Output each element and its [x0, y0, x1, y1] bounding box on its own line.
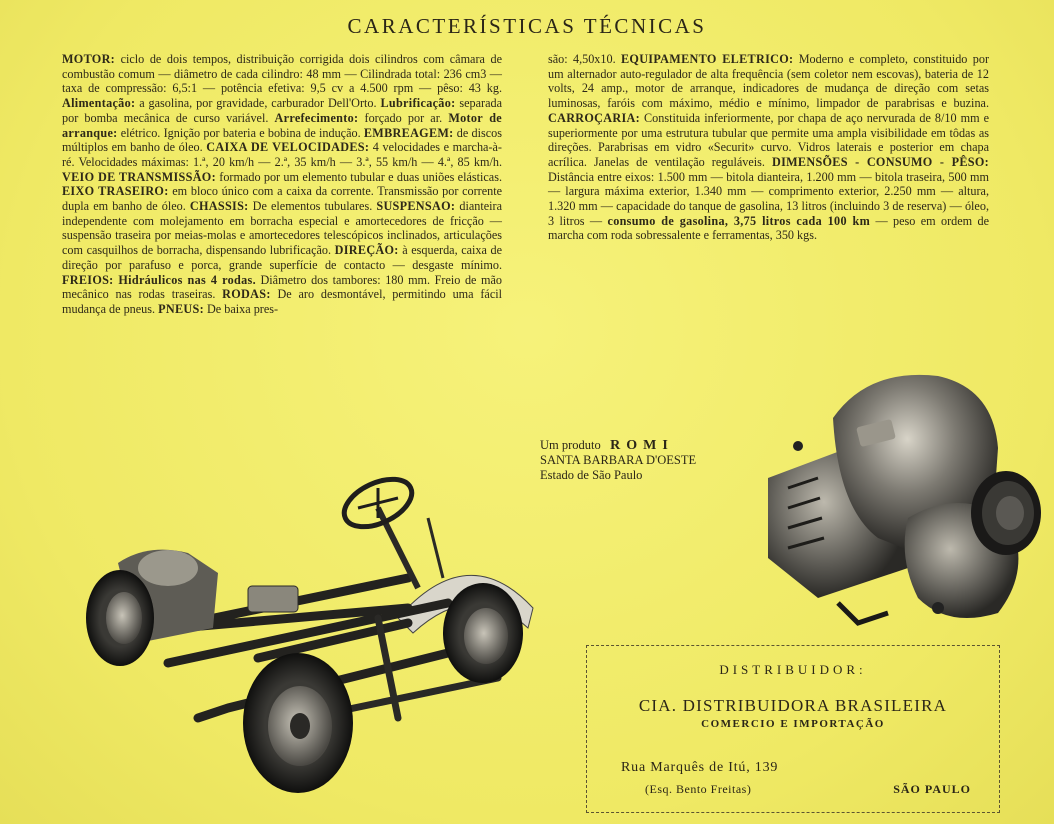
- distributor-reference: (Esq. Bento Freitas): [645, 782, 752, 796]
- page-title: CARACTERÍSTICAS TÉCNICAS: [347, 14, 707, 38]
- right-column-heading: EQUIPAMENTO ELETRICO:: [620, 52, 794, 66]
- producer-credit: [540, 438, 696, 483]
- right-column-text: — peso em ordem de marcha com roda sobressalente e ferramentas, 350 kgs.: [548, 213, 990, 243]
- distributor-subtitle: COMERCIO E IMPORTAÇÃO: [701, 718, 885, 730]
- left-column-text: formado por um elemento tubular e duas uniões elásticas.: [215, 169, 502, 184]
- left-column-heading: DIREÇÃO:: [334, 243, 399, 258]
- engine-photo: [758, 368, 1048, 628]
- distributor-box: [586, 645, 1000, 813]
- left-column-heading: CAIXA DE VELOCIDADES:: [206, 140, 370, 155]
- producer-state: Estado de São Paulo: [540, 468, 643, 482]
- left-column-text: Diâmetro dos tambores: 180 mm. Freio de mão mecânico nas rodas traseiras.: [62, 272, 502, 302]
- left-column-text: dianteira independente com molejamento em borracha especial e amortecedores de fricção — suspensão traseira por meias-molas e amortecedores telescópicos inclinados, articulações com casquilhos de borracha, dispensando lubrificação.: [62, 199, 502, 258]
- right-column-text: são: 4,50x10.: [548, 52, 621, 66]
- left-column-text: forçado por ar.: [358, 110, 449, 125]
- producer-city: SANTA BARBARA D'OESTE: [540, 453, 697, 467]
- right-column-heading: DIMENSÕES - CONSUMO - PÊSO:: [771, 154, 989, 169]
- left-column-heading: EIXO TRASEIRO:: [62, 184, 169, 199]
- left-column-heading: RODAS:: [222, 287, 271, 302]
- left-column-text: separada por bomba mecânica de curso variável.: [62, 96, 502, 125]
- left-column-text: elétrico. Ignição por bateria e bobina de indução.: [117, 125, 364, 140]
- left-column-heading: PNEUS:: [158, 301, 204, 316]
- left-column-heading: CHASSIS:: [189, 199, 249, 214]
- left-column-heading: VEIO DE TRANSMISSÃO:: [62, 169, 216, 184]
- technical-specs-right-column: [548, 52, 989, 243]
- distributor-address: Rua Marquês de Itú, 139: [621, 760, 779, 775]
- left-column-text: De baixa pres-: [203, 301, 279, 316]
- left-column-text: de discos múltiplos em banho de óleo.: [62, 125, 502, 155]
- left-column-heading: EMBREAGEM:: [363, 125, 454, 140]
- right-column-text: Distância entre eixos: 1.500 mm — bitola dianteira, 1.200 mm — bitola traseira, 500 mm — largura máxima exterior, 1.340 mm — comprimento exterior, 2.250 mm — altura, 1.320 mm — capacidade do tanque de gasolina, 13 litros (incluindo 3 de reserva) — óleo, 3 litros —: [548, 169, 989, 228]
- right-column-text: Constituida inferiormente, por chapa de aço nervurada de 8/10 mm e superiormente por uma estrutura tubular que permite uma ampla visibilidade em tôdas as direções. Parabrisas em vidro «Securit» curvo. Vidros laterais e posterior em chapa acrílica. Janelas de ventilação reguláveis.: [548, 110, 989, 169]
- left-column-heading: FREIOS: Hidráulicos nas 4 rodas.: [62, 272, 256, 287]
- left-column-text: à esquerda, caixa de direção por parafuso e porca, grande superfície de contacto — desgaste mínimo.: [62, 243, 503, 272]
- left-column-text: De aro desmontável, permitindo uma fácil mudança de pneus.: [62, 287, 502, 316]
- distributor-company: CIA. DISTRIBUIDORA BRASILEIRA: [638, 696, 948, 715]
- right-column-heading: consumo de gasolina, 3,75 litros cada 100 km: [607, 213, 871, 228]
- left-column-text: 4 velocidades e marcha-à-ré. Velocidades máximas: 1.ª, 20 km/h — 2.ª, 35 km/h — 3.ª, 55 km/h — 4.ª, 85 km/h.: [62, 140, 502, 169]
- technical-specs-left-column: [62, 52, 502, 317]
- left-column-heading: MOTOR:: [62, 52, 116, 66]
- producer-line: [540, 438, 696, 453]
- left-column-heading: Arrefecimento:: [274, 110, 359, 125]
- left-column-text: ciclo de dois tempos, distribuição corrigida dois cilindros com câmara de combustão comum — diâmetro de cada cilindro: 48 mm — Cilindrada total: 236 cm3 — taxa de compressão: 6,5:1 — potência efetiva: 9,5 cv a 4.500 rpm — pêso: 43 kg.: [62, 52, 502, 96]
- chassis-photo: [78, 468, 548, 798]
- left-column-text: em bloco único com a caixa da corrente. Transmissão por corrente dupla em banho de óleo.: [62, 184, 502, 214]
- left-column-text: De elementos tubulares.: [248, 199, 377, 214]
- left-column-text: a gasolina, por gravidade, carburador Dell'Orto.: [135, 96, 381, 111]
- left-column-heading: Motor de arranque:: [62, 110, 502, 140]
- producer-prefix: Um produto: [540, 438, 601, 452]
- left-column-heading: SUSPENSAO:: [376, 199, 456, 214]
- left-column-heading: Lubrificação:: [380, 96, 456, 111]
- producer-brand: ROMI: [610, 438, 674, 453]
- right-column-heading: CARROÇARIA:: [548, 110, 640, 125]
- distributor-city: SÃO PAULO: [893, 782, 971, 796]
- left-column-heading: Alimentação:: [62, 96, 136, 111]
- right-column-text: Moderno e completo, constituido por um alternador auto-regulador de alta frequência (sem coletor nem escovas), bateria de 12 volts, 24 amp., motor de arranque, indicadores de mudança de direção com setas luminosas, faróis com máximo, médio e mínimo, limpador de parabrisas e buzina.: [548, 52, 989, 111]
- distributor-label: DISTRIBUIDOR:: [719, 662, 867, 677]
